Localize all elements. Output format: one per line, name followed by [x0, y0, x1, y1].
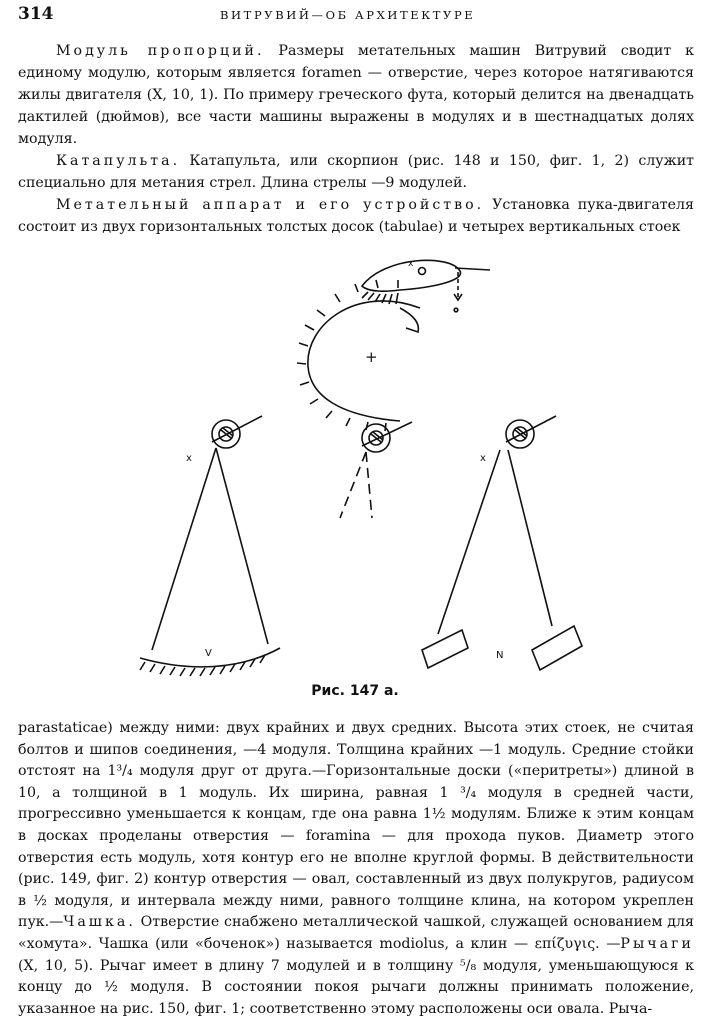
left-x-label: x — [186, 453, 192, 464]
left-string-a — [152, 448, 216, 650]
arc-hook — [400, 308, 418, 332]
center-string-b — [366, 452, 372, 518]
v-label: V — [205, 648, 212, 659]
arm-x-label: x — [408, 259, 414, 269]
left-string-b — [216, 448, 268, 644]
lever-eye — [419, 268, 426, 275]
paragraph-mechanism: Метательный аппарат и его устройство. Установка пука-двигателя состоит из двух горизонтальных толстых досок (tabulae) и четырех вертикальных стоек — [18, 197, 694, 235]
sweep-arc — [308, 301, 420, 421]
text-block-top — [18, 40, 694, 238]
dot — [454, 308, 458, 312]
figure-drawing — [100, 246, 620, 682]
right-block-right — [532, 626, 582, 670]
right-string-b — [508, 450, 552, 626]
figure-147a — [100, 246, 620, 682]
paragraph-heading: Метательный аппарат и его устройство. — [56, 197, 485, 213]
center-mark: + — [365, 348, 378, 366]
right-axis — [506, 416, 556, 442]
page-number: 314 — [18, 4, 54, 24]
right-string-a — [438, 450, 500, 634]
left-bow-hatch — [140, 655, 265, 676]
left-axis — [212, 416, 262, 442]
paragraph-heading: Модуль пропорций. — [56, 43, 265, 59]
paragraph-heading: Чашка. — [63, 914, 136, 931]
paragraph-heading: Катапульта. — [56, 153, 181, 169]
text-block-bottom — [18, 718, 694, 1020]
paragraph-catapult: Катапульта. Катапульта, или скорпион (рис. 148 и 150, фиг. 1, 2) служит специально для метания стрел. Длина стрелы —9 модулей. — [18, 153, 694, 191]
n-label: N — [496, 650, 504, 661]
center-string-a — [340, 452, 366, 518]
paragraph-parastaticae: parastaticae) между ними: двух крайних и двух средних. Высота этих стоек, не считая болтов и шипов соединения, —4 модуля. Толщина крайних —1 модуль. Средние стойки отстоят на 1³/₄ модуля друг от друга.—Горизонтальные доски («перитреты») длиной в 10, а толщиной в 1 модуль. Их ширина, равная 1 ³/₄ модуля в средней части, прогрессивно уменьшается к концам, где она равна 1½ модулям. Ближе к этим концам в досках проделаны отверстия — foramina — для прохода пуков. Диаметр этого отверстия есть модуль, хотя контур его не вполне круглой формы. В действительности (рис. 149, фиг. 2) контур отверстия — овал, составленный из двух полукругов, радиусом в ½ модуля, и интервала между ними, равного толщине клина, на котором укреплен пук.—Чашка. Отверстие снабжено металлической чашкой, служащей основанием для «хомута». Чашка (или «боченок») называется modiolus, а клин — επίζυγις. —Рычаги (X, 10, 5). Рычаг имеет в длину 7 модулей и в толщину ⁵/₈ модуля, уменьшающуюся к концу до ½ модуля. В состоянии покоя рычаги должны принимать положение, указанное на рис. 150, фиг. 1; соответственно этому расположены оси овала. Рыча- — [18, 720, 694, 1017]
paragraph-heading: Рычаги — [620, 935, 694, 952]
paragraph-module: Модуль пропорций. Размеры метательных машин Витрувий сводит к единому модулю, которым является foramen — отверстие, через которое натягиваются жилы двигателя (X, 10, 1). По примеру греческого фута, который делится на двенадцать дактилей (дюймов), все части машины выражены в модулях и в шестнадцатых долях модуля. — [18, 43, 694, 147]
right-x-label: x — [480, 453, 486, 464]
running-title: ВИТРУВИЙ—ОБ АРХИТЕКТУРЕ — [220, 8, 476, 22]
right-block-left — [422, 630, 468, 668]
figure-caption: Рис. 147 а. — [311, 683, 399, 699]
lever-line — [455, 268, 490, 270]
